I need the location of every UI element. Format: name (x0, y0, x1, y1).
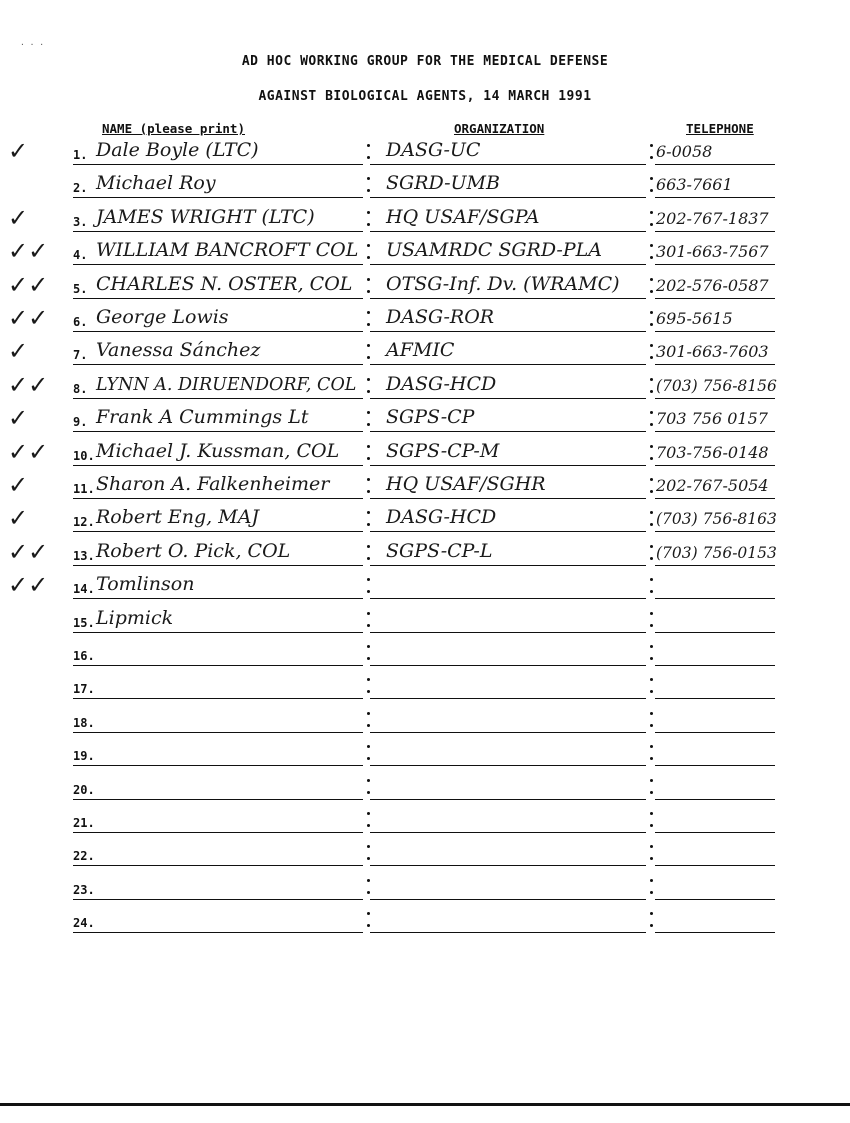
name-line[interactable] (73, 770, 363, 800)
handwritten-organization: DASG-ROR (386, 306, 495, 328)
column-separator-dot (367, 445, 370, 448)
organization-line[interactable] (370, 903, 646, 933)
telephone-line[interactable] (655, 669, 775, 699)
column-separator-dot (367, 311, 370, 314)
row-number: 18. (73, 715, 95, 730)
column-separator-dot (650, 278, 653, 281)
telephone-line[interactable] (655, 870, 775, 900)
column-separator-dot (367, 712, 370, 715)
name-line[interactable] (73, 803, 363, 833)
column-separator-dot (650, 645, 653, 648)
column-separator-dot (367, 278, 370, 281)
row-number: 9. (73, 415, 88, 430)
attendance-checkmark: ✓ (8, 404, 29, 433)
column-separator-dot (650, 290, 653, 293)
handwritten-name: Frank A Cummings Lt (96, 406, 309, 429)
organization-line[interactable] (370, 703, 646, 733)
telephone-line[interactable] (655, 603, 775, 633)
column-separator-dot (650, 211, 653, 214)
column-separator-dot (650, 177, 653, 180)
handwritten-telephone: 202-767-1837 (656, 208, 769, 228)
table-row (0, 833, 850, 866)
telephone-line[interactable] (655, 636, 775, 666)
attendance-checkmark: ✓✓ (8, 304, 49, 332)
row-number: 12. (73, 515, 95, 530)
column-separator-dot (650, 712, 653, 715)
handwritten-telephone: 301-663-7567 (656, 242, 769, 262)
organization-line[interactable] (370, 669, 646, 699)
column-separator-dot (650, 657, 653, 660)
handwritten-organization: HQ USAF/SGPA (386, 205, 540, 228)
column-separator-dot (650, 144, 653, 147)
column-separator-dot (650, 223, 653, 226)
column-separator-dot (367, 624, 370, 627)
row-number: 8. (73, 381, 88, 396)
telephone-line[interactable] (655, 736, 775, 766)
handwritten-telephone: 202-767-5054 (656, 476, 769, 495)
row-number: 7. (73, 348, 88, 363)
handwritten-name: Michael Roy (96, 172, 216, 195)
table-row (0, 533, 850, 566)
organization-line[interactable] (370, 636, 646, 666)
column-separator-dot (367, 457, 370, 460)
handwritten-organization: SGRD-UMB (386, 172, 500, 195)
row-number: 23. (73, 882, 95, 897)
handwritten-organization: DASG-UC (386, 139, 481, 161)
row-number: 5. (73, 281, 88, 296)
column-separator-dot (650, 812, 653, 815)
handwritten-name: LYNN A. DIRUENDORF, COL (96, 374, 357, 395)
table-row (0, 366, 850, 399)
page-bottom-rule (0, 1103, 850, 1106)
organization-line[interactable] (370, 736, 646, 766)
column-separator-dot (367, 390, 370, 393)
organization-line[interactable] (370, 870, 646, 900)
row-number: 6. (73, 315, 88, 329)
column-separator-dot (367, 378, 370, 381)
handwritten-name: CHARLES N. OSTER, COL (96, 272, 353, 295)
row-number: 19. (73, 749, 95, 764)
handwritten-name: Robert O. Pick, COL (96, 539, 291, 562)
column-separator-dot (650, 845, 653, 848)
column-separator-dot (367, 545, 370, 548)
attendance-checkmark: ✓✓ (8, 270, 49, 299)
column-separator-dot (650, 511, 653, 514)
telephone-line[interactable] (655, 569, 775, 599)
table-row (0, 600, 850, 633)
attendance-checkmark: ✓✓ (8, 537, 49, 566)
column-separator-dot (650, 779, 653, 782)
column-separator-dot (650, 457, 653, 460)
column-separator-dot (650, 490, 653, 493)
column-separator-dot (367, 779, 370, 782)
handwritten-organization: DASG-HCD (386, 506, 497, 529)
column-separator-dot (650, 323, 653, 326)
column-separator-dot (367, 891, 370, 894)
organization-line[interactable] (370, 836, 646, 866)
row-number: 21. (73, 816, 95, 830)
attendance-checkmark: ✓ (8, 504, 29, 533)
attendance-checkmark: ✓ (8, 337, 29, 366)
table-row (0, 767, 850, 800)
handwritten-name: Dale Boyle (LTC) (96, 139, 259, 161)
name-line[interactable] (73, 903, 363, 933)
handwritten-name: Lipmick (96, 606, 174, 629)
telephone-line[interactable] (655, 803, 775, 833)
table-row (0, 800, 850, 833)
column-header-organization: ORGANIZATION (454, 121, 545, 136)
table-row (0, 733, 850, 766)
handwritten-organization: SGPS-CP (386, 406, 475, 429)
handwritten-telephone: (703) 756-8156 (656, 376, 777, 395)
column-separator-dot (650, 523, 653, 526)
handwritten-telephone: 6-0058 (656, 142, 713, 161)
attendance-checkmark: ✓ (8, 203, 29, 232)
table-row (0, 499, 850, 532)
organization-line[interactable] (370, 803, 646, 833)
name-line[interactable] (73, 870, 363, 900)
column-separator-dot (367, 791, 370, 794)
handwritten-telephone: 695-5615 (656, 309, 733, 328)
handwritten-organization: OTSG-Inf. Dv. (WRAMC) (386, 272, 620, 295)
name-line[interactable] (73, 636, 363, 666)
attendance-checkmark: ✓ (8, 471, 29, 499)
table-row (0, 399, 850, 432)
column-separator-dot (367, 645, 370, 648)
column-separator-dot (650, 757, 653, 760)
column-separator-dot (650, 189, 653, 192)
handwritten-organization: DASG-HCD (386, 372, 497, 395)
column-separator-dot (650, 311, 653, 314)
column-separator-dot (367, 824, 370, 827)
column-separator-dot (650, 724, 653, 727)
scan-speck: · · · (20, 40, 45, 49)
column-separator-dot (650, 578, 653, 581)
column-separator-dot (367, 290, 370, 293)
attendance-checkmark: ✓ (8, 137, 29, 165)
column-separator-dot (650, 423, 653, 426)
handwritten-organization: USAMRDC SGRD-PLA (386, 239, 602, 262)
column-separator-dot (650, 612, 653, 615)
handwritten-telephone: 703-756-0148 (656, 442, 769, 462)
column-separator-dot (650, 478, 653, 481)
row-number: 14. (73, 582, 95, 597)
row-number: 13. (73, 548, 95, 563)
table-row (0, 433, 850, 466)
column-separator-dot (367, 211, 370, 214)
sheet-title-line-2: AGAINST BIOLOGICAL AGENTS, 14 MARCH 1991 (258, 89, 592, 104)
column-separator-dot (650, 445, 653, 448)
column-separator-dot (650, 156, 653, 159)
handwritten-telephone: (703) 756-0153 (656, 543, 777, 562)
column-separator-dot (367, 223, 370, 226)
table-row (0, 199, 850, 232)
row-number: 20. (73, 782, 95, 797)
column-separator-dot (650, 378, 653, 381)
column-separator-dot (650, 745, 653, 748)
table-row (0, 867, 850, 900)
telephone-line[interactable] (655, 703, 775, 733)
row-number: 1. (73, 148, 88, 162)
column-separator-dot (650, 678, 653, 681)
column-separator-dot (367, 478, 370, 481)
sheet-title-line-1: AD HOC WORKING GROUP FOR THE MEDICAL DEFENSE (241, 54, 609, 69)
column-separator-dot (650, 912, 653, 915)
row-number: 24. (73, 916, 95, 931)
handwritten-name: Sharon A. Falkenheimer (96, 473, 330, 495)
column-separator-dot (367, 879, 370, 882)
handwritten-name: Vanessa Sánchez (96, 339, 261, 362)
column-separator-dot (367, 144, 370, 147)
column-separator-dot (650, 557, 653, 560)
column-separator-dot (650, 624, 653, 627)
row-number: 15. (73, 615, 95, 630)
handwritten-telephone: 301-663-7603 (656, 342, 769, 362)
table-row (0, 700, 850, 733)
table-row (0, 132, 850, 165)
handwritten-organization: HQ USAF/SGHR (386, 473, 546, 495)
handwritten-organization: SGPS-CP-L (386, 539, 493, 562)
organization-line[interactable] (370, 569, 646, 599)
column-separator-dot (367, 490, 370, 493)
handwritten-name: Michael J. Kussman, COL (96, 439, 340, 462)
row-number: 22. (73, 849, 95, 864)
organization-line[interactable] (370, 770, 646, 800)
attendance-checkmark: ✓✓ (8, 571, 49, 600)
handwritten-telephone: 202-576-0587 (656, 275, 769, 295)
handwritten-name: Tomlinson (96, 573, 195, 596)
column-separator-dot (650, 545, 653, 548)
attendance-checkmark: ✓✓ (8, 237, 49, 266)
column-separator-dot (650, 879, 653, 882)
row-number: 4. (73, 248, 88, 263)
column-separator-dot (650, 690, 653, 693)
column-separator-dot (650, 390, 653, 393)
organization-line[interactable] (370, 603, 646, 633)
row-number: 10. (73, 448, 95, 463)
attendance-checkmark: ✓✓ (8, 437, 49, 466)
column-separator-dot (650, 256, 653, 259)
column-separator-dot (367, 612, 370, 615)
column-header-name: NAME (please print) (102, 121, 245, 136)
telephone-line[interactable] (655, 836, 775, 866)
table-row (0, 232, 850, 265)
row-number: 2. (73, 181, 88, 196)
table-row (0, 900, 850, 933)
handwritten-telephone: 703 756 0157 (656, 409, 768, 429)
attendance-checkmark: ✓✓ (8, 370, 49, 399)
handwritten-name: JAMES WRIGHT (LTC) (96, 205, 315, 228)
row-number: 16. (73, 649, 95, 663)
row-number: 3. (73, 214, 88, 229)
table-row (0, 299, 850, 332)
table-row (0, 466, 850, 499)
column-separator-dot (367, 724, 370, 727)
handwritten-name: George Lowis (96, 306, 229, 328)
column-separator-dot (367, 557, 370, 560)
column-separator-dot (650, 590, 653, 593)
table-row (0, 566, 850, 599)
column-separator-dot (650, 824, 653, 827)
table-row (0, 666, 850, 699)
name-line[interactable] (73, 669, 363, 699)
column-separator-dot (367, 657, 370, 660)
column-header-telephone: TELEPHONE (686, 121, 754, 136)
column-separator-dot (367, 323, 370, 326)
column-separator-dot (650, 924, 653, 927)
row-number: 17. (73, 682, 95, 697)
telephone-line[interactable] (655, 770, 775, 800)
table-row (0, 266, 850, 299)
table-row (0, 165, 850, 198)
handwritten-name: Robert Eng, MAJ (96, 506, 260, 529)
name-line[interactable] (73, 836, 363, 866)
column-separator-dot (367, 812, 370, 815)
handwritten-telephone: (703) 756-8163 (656, 510, 777, 529)
name-line[interactable] (73, 736, 363, 766)
handwritten-telephone: 663-7661 (656, 175, 733, 195)
table-row (0, 332, 850, 365)
column-separator-dot (650, 244, 653, 247)
telephone-line[interactable] (655, 903, 775, 933)
table-row (0, 633, 850, 666)
handwritten-organization: AFMIC (386, 339, 455, 362)
column-separator-dot (650, 411, 653, 414)
column-separator-dot (650, 356, 653, 359)
column-separator-dot (650, 344, 653, 347)
handwritten-organization: SGPS-CP-M (386, 439, 500, 462)
column-separator-dot (650, 891, 653, 894)
column-separator-dot (650, 791, 653, 794)
column-separator-dot (650, 857, 653, 860)
row-number: 11. (73, 482, 95, 496)
column-separator-dot (367, 156, 370, 159)
name-line[interactable] (73, 703, 363, 733)
handwritten-name: WILLIAM BANCROFT COL (96, 239, 359, 262)
